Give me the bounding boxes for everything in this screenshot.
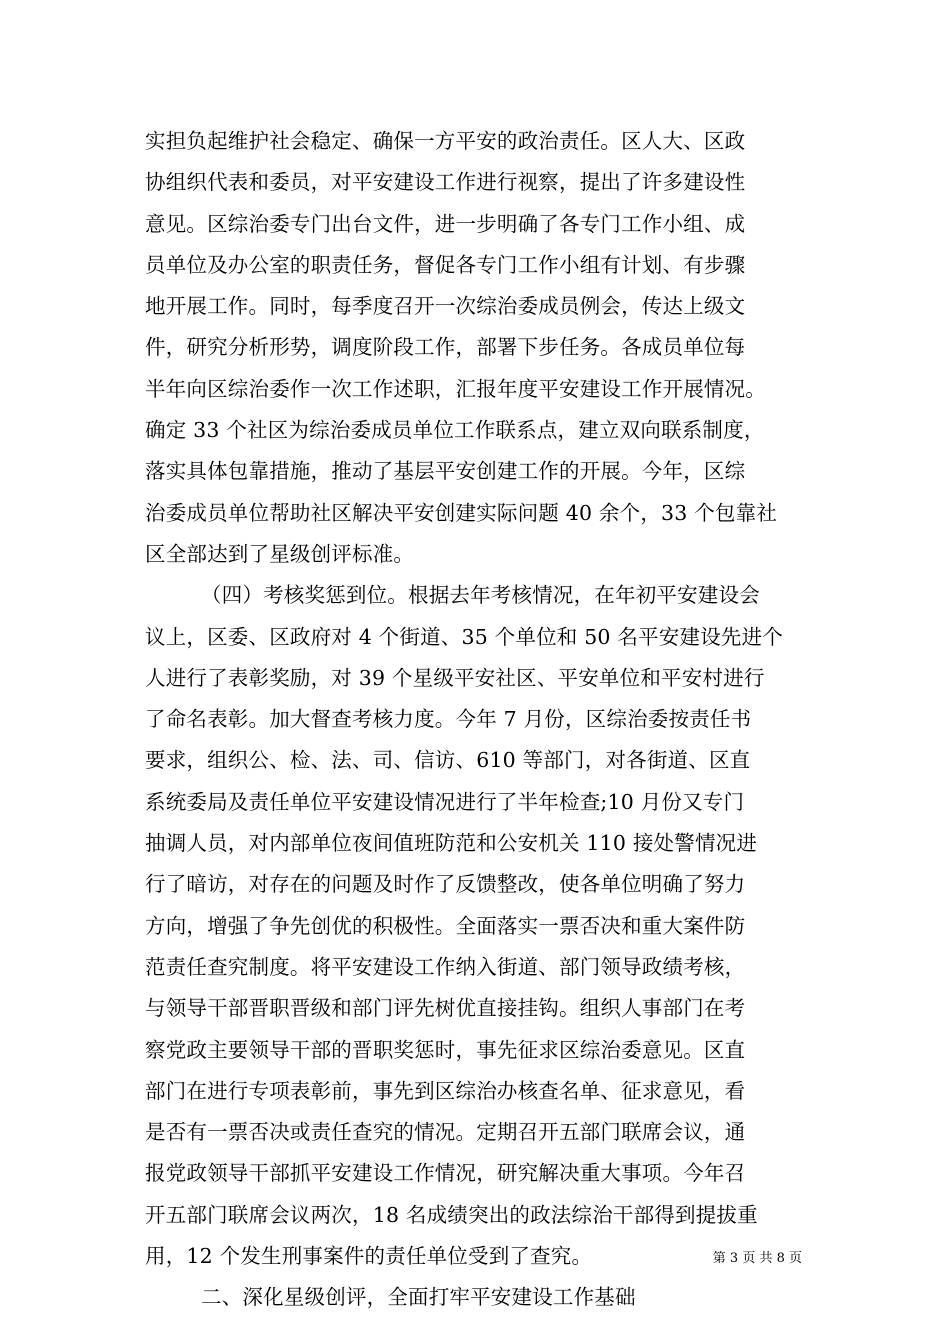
text-line: 协组织代表和委员，对平安建设工作进行视察，提出了许多建设性 (145, 170, 746, 195)
text-line: 抽调人员，对内部单位夜间值班防范和公安机关 110 接处警情况进 (145, 831, 758, 856)
text-line: 部门在进行专项表彰前，事先到区综治办核查名单、征求意见，看 (145, 1078, 746, 1103)
text-line: 行了暗访，对存在的问题及时作了反馈整改，使各单位明确了努力 (145, 872, 746, 897)
text-line: 开五部门联席会议两次，18 名成绩突出的政法综治干部得到提拔重 (145, 1202, 758, 1227)
text-line: 人进行了表彰奖励，对 39 个星级平安社区、平安单位和平安村进行 (145, 665, 765, 690)
text-line: 要求，组织公、检、法、司、信访、610 等部门，对各街道、区直 (145, 748, 751, 773)
text-line: 地开展工作。同时，每季度召开一次综治委成员例会，传达上级文 (145, 294, 746, 319)
text-line: 治委成员单位帮助社区解决平安创建实际问题 40 余个，33 个包靠社 (145, 500, 778, 525)
text-line: 员单位及办公室的职责任务，督促各专门工作小组有计划、有步骤 (145, 252, 746, 277)
section-heading-2: 二、深化星级创评，全面打牢平安建设工作基础 (201, 1285, 636, 1310)
text-line: 了命名表彰。加大督查考核力度。今年 7 月份，区综治委按责任书 (145, 707, 752, 732)
text-line: 方向，增强了争先创优的积极性。全面落实一票否决和重大案件防 (145, 913, 746, 938)
page-number-footer: 第 3 页 共 8 页 (712, 1251, 802, 1266)
text-line: 区全部达到了星级创评标准。 (145, 541, 415, 566)
text-line: 半年向区综治委作一次工作述职，汇报年度平安建设工作开展情况。 (145, 376, 766, 401)
text-line: 意见。区综治委专门出台文件，进一步明确了各专门工作小组、成 (145, 211, 746, 236)
text-line: 落实具体包靠措施，推动了基层平安创建工作的开展。今年，区综 (145, 459, 746, 484)
text-line: 议上，区委、区政府对 4 个街道、35 个单位和 50 名平安建设先进个 (145, 624, 783, 649)
text-line: 是否有一票否决或责任查究的情况。定期召开五部门联席会议，通 (145, 1120, 746, 1145)
text-line: 系统委局及责任单位平安建设情况进行了半年检查;10 月份又专门 (145, 789, 745, 814)
text-line: 实担负起维护社会稳定、确保一方平安的政治责任。区人大、区政 (145, 129, 746, 153)
text-line: 报党政领导干部抓平安建设工作情况，研究解决重大事项。今年召 (145, 1161, 746, 1186)
text-line: 用，12 个发生刑事案件的责任单位受到了查究。 (145, 1244, 593, 1269)
text-line: 确定 33 个社区为综治委成员单位工作联系点，建立双向联系制度， (145, 418, 765, 443)
text-line: 范责任查究制度。将平安建设工作纳入街道、部门领导政绩考核， (145, 954, 746, 979)
section-heading-4: （四）考核奖惩到位。根据去年考核情况，在年初平安建设会 (201, 583, 760, 608)
text-line: 与领导干部晋职晋级和部门评先树优直接挂钩。组织人事部门在考 (145, 996, 746, 1021)
text-line: 件，研究分析形势，调度阶段工作，部署下步任务。各成员单位每 (145, 335, 746, 360)
text-line: 察党政主要领导干部的晋职奖惩时，事先征求区综治委意见。区直 (145, 1037, 746, 1062)
document-body (145, 121, 835, 1319)
